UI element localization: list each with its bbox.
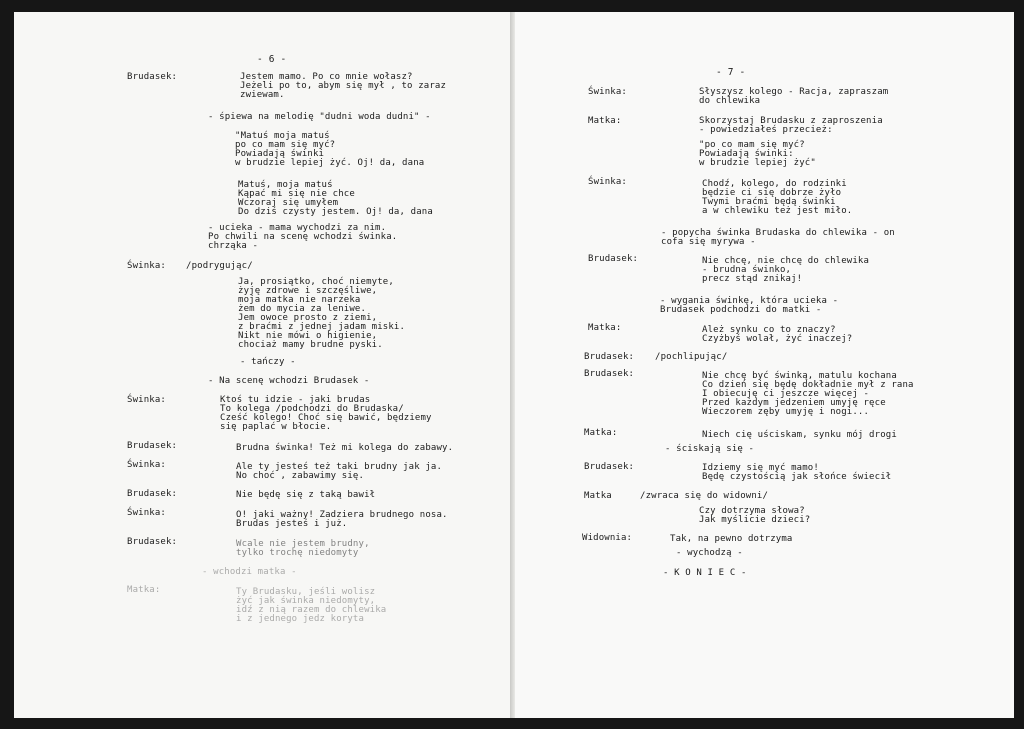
speaker-label: Matka <box>584 491 612 501</box>
speaker-label: Świnka: <box>127 261 166 271</box>
dialogue-text: Czy dotrzyma słowa? Jak myślicie dzieci? <box>699 506 811 525</box>
dialogue-text: Nie będę się z taką bawił <box>236 490 376 500</box>
speaker-label: Brudasek: <box>584 352 635 362</box>
song-verse: "po co mam się myć? Powiadają świnki: w brudzie lepiej żyć" <box>699 140 816 168</box>
page-number: - 6 - <box>257 54 287 65</box>
speaker-label: Matka: <box>584 428 618 438</box>
dialogue-text: Jestem mamo. Po co mnie wołasz? Jeżeli po to, abym się mył , to zaraz zwiewam. <box>240 72 447 100</box>
stage-direction: - tańczy - <box>240 357 296 367</box>
dialogue-text: Nie chcę, nie chcę do chlewika - brudna świnko, precz stąd znikaj! <box>702 256 870 284</box>
speaker-label: Brudasek: <box>127 537 178 547</box>
speaker-label: Brudasek: <box>127 489 178 499</box>
left-page <box>14 12 510 718</box>
speaker-label: Brudasek: <box>127 72 178 82</box>
page-number: - 7 - <box>716 67 746 78</box>
dialogue-text: Idziemy się myć mamo! Będę czystością jak słońce świecił <box>702 463 892 482</box>
stage-direction: - wygania świnkę, która ucieka - Brudasek podchodzi do matki - <box>660 296 839 315</box>
stage-direction: - Na scenę wchodzi Brudasek - <box>208 376 370 386</box>
speaker-label: Brudasek: <box>127 441 178 451</box>
stage-direction: /pochlipując/ <box>655 352 728 362</box>
stage-direction: - ściskają się - <box>665 444 755 454</box>
dialogue-text: Skorzystaj Brudasku z zaproszenia - powiedziałeś przecież: <box>699 116 883 135</box>
dialogue-text: Nie chcę być świnką, matulu kochana Co dzień się będę dokładnie mył z rana I obiecuję ci jeszcze więcej - Przed każdym jedzeniem umyję ręce Wieczorem zęby umyję i nogi... <box>702 371 914 417</box>
dialogue-text: Niech cię uściskam, synku mój drogi <box>702 430 897 440</box>
speaker-label: Matka: <box>588 323 622 333</box>
speaker-label: Matka: <box>127 585 161 595</box>
dialogue-text: Chodź, kolego, do rodzinki będzie ci się dobrze żyło Twymi braćmi będą świnki a w chlewiku też jest miło. <box>702 179 853 216</box>
song-verse: Matuś, moja matuś Kąpać mi się nie chce Wczoraj się umyłem Do dziś czysty jestem. Oj! da, dana <box>238 180 433 217</box>
speaker-label: Matka: <box>588 116 622 126</box>
speaker-label: Brudasek: <box>584 462 635 472</box>
dialogue-text: Brudna świnka! Też mi kolega do zabawy. <box>236 443 454 453</box>
speaker-label: Świnka: <box>127 460 166 470</box>
dialogue-text: Wcale nie jestem brudny, tylko trochę niedomyty <box>236 539 370 558</box>
dialogue-text: Ja, prosiątko, choć niemyte, żyję zdrowe i szczęśliwe, moja matka nie narzeka żem do mycia za leniwe. Jem owoce prosto z ziemi, z braćmi z jednej jadam miski. Nikt nie mówi o higienie, chociaż mamy brudne pyski. <box>238 277 406 350</box>
speaker-label: Brudasek: <box>588 254 639 264</box>
dialogue-text: Ależ synku co to znaczy? Czyżbyś wolał, żyć inaczej? <box>702 325 853 344</box>
stage-direction: - ucieka - mama wychodzi za nim. Po chwili na scenę wchodzi świnka. chrząka - <box>208 223 398 251</box>
dialogue-text: Ty Brudasku, jeśli wolisz żyć jak świnka niedomyty, idź z nią razem do chlewika i z jednego jedz koryta <box>236 587 387 624</box>
dialogue-text: Ktoś tu idzie - jaki brudas To kolega /podchodzi do Brudaska/ Cześć kolego! Choć się bawić, będziemy się paplać w błocie. <box>220 395 432 432</box>
right-page <box>515 12 1014 718</box>
stage-direction: - śpiewa na melodię "dudni woda dudni" - <box>208 112 431 122</box>
stage-direction: - popycha świnka Brudaska do chlewika - on cofa się myrywa - <box>661 228 895 247</box>
stage-direction: - wchodzi matka - <box>202 567 297 577</box>
dialogue-text: Tak, na pewno dotrzyma <box>670 534 793 544</box>
dialogue-text: Ale ty jesteś też taki brudny jak ja. No choć , zabawimy się. <box>236 462 443 481</box>
dialogue-text: O! jaki ważny! Zadziera brudnego nosa. Brudas jesteś i już. <box>236 510 448 529</box>
dialogue-text: Słyszysz kolego - Racja, zapraszam do chlewika <box>699 87 889 106</box>
speaker-label: Świnka: <box>127 395 166 405</box>
ending-marker: - K O N I E C - <box>663 568 747 578</box>
stage-direction: /zwraca się do widowni/ <box>640 491 769 501</box>
speaker-label: Świnka: <box>588 87 627 97</box>
stage-direction: - wychodzą - <box>676 548 743 558</box>
song-verse: "Matuś moja matuś po co mam się myć? Powiadają świnki w brudzie lepiej żyć. Oj! da, dana <box>235 131 425 168</box>
speaker-label: Świnka: <box>127 508 166 518</box>
speaker-label: Widownia: <box>582 533 633 543</box>
speaker-label: Brudasek: <box>584 369 635 379</box>
stage-direction: /podrygując/ <box>186 261 253 271</box>
speaker-label: Świnka: <box>588 177 627 187</box>
